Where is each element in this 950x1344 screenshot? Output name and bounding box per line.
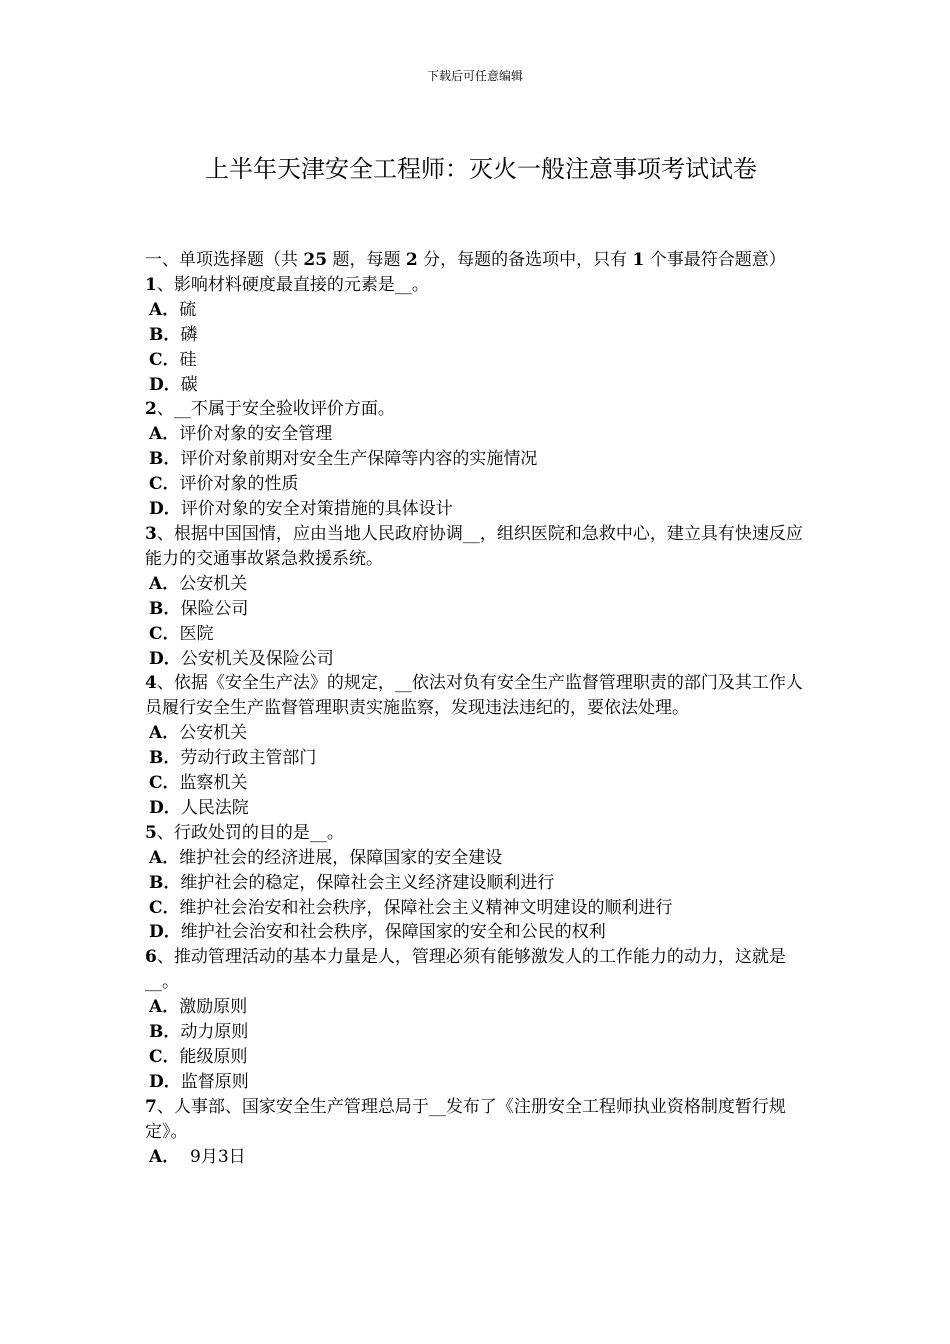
option-text: 9月3日 [179, 1146, 246, 1167]
answer-option [145, 647, 813, 672]
answer-option [145, 995, 813, 1020]
option-text: 保险公司 [180, 598, 249, 619]
answer-option [145, 1145, 813, 1170]
option-text: 动力原则 [180, 1022, 249, 1043]
option-letter: C． [149, 349, 180, 370]
option-text: 维护社会治安和社会秩序，保障国家的安全和公民的权利 [180, 922, 606, 943]
question-text: 、__不属于安全验收评价方面。 [156, 399, 395, 420]
option-text: 劳动行政主管部门 [180, 748, 317, 769]
exam-content [145, 248, 813, 1170]
answer-option [145, 298, 813, 323]
answer-option [145, 472, 813, 497]
option-text: 维护社会的经济进展，保障国家的安全建设 [179, 847, 503, 868]
answer-option [145, 1070, 813, 1095]
option-letter: C． [149, 474, 180, 495]
question-text: 、推动管理活动的基本力量是人，管理必须有能够激发人的工作能力的动力，这就是__。 [145, 947, 786, 993]
option-letter: D． [149, 499, 181, 520]
option-letter: D． [149, 797, 181, 818]
answer-option [145, 920, 813, 945]
option-text: 硅 [179, 349, 197, 370]
answer-count: 1 [632, 250, 645, 270]
question-stem [145, 273, 813, 298]
option-letter: B． [149, 324, 181, 345]
answer-option [145, 846, 813, 871]
question-number: 5 [145, 822, 157, 843]
option-letter: D． [149, 648, 181, 669]
question-text: 、影响材料硬度最直接的元素是__。 [156, 274, 429, 295]
option-letter: D． [149, 1071, 181, 1092]
section-heading [145, 248, 813, 273]
question-number: 7 [145, 1096, 157, 1117]
answer-option [145, 746, 813, 771]
question-list [145, 273, 813, 1170]
question-number: 2 [145, 399, 157, 420]
question-stem [145, 522, 813, 572]
option-letter: B． [149, 598, 181, 619]
question-number: 6 [145, 947, 157, 968]
question-item [145, 522, 813, 671]
option-text: 碳 [180, 374, 198, 395]
option-text: 公安机关 [179, 573, 248, 594]
question-stem [145, 821, 813, 846]
question-number: 4 [145, 673, 157, 694]
option-letter: A． [149, 723, 180, 744]
question-item [145, 821, 813, 946]
option-text: 监督原则 [180, 1071, 249, 1092]
option-letter: A． [149, 1146, 180, 1167]
option-text: 硫 [179, 299, 197, 320]
option-letter: B． [149, 1022, 181, 1043]
section-heading-prefix: 一、单项选择题（共 [145, 250, 304, 270]
answer-option [145, 597, 813, 622]
option-letter: B． [149, 748, 181, 769]
option-text: 维护社会治安和社会秩序，保障社会主义精神文明建设的顺利进行 [179, 897, 673, 918]
question-text: 、人事部、国家安全生产管理总局于__发布了《注册安全工程师执业资格制度暂行规定》。 [145, 1096, 786, 1142]
option-letter: A． [149, 847, 180, 868]
option-letter: A． [149, 997, 180, 1018]
option-letter: A． [149, 573, 180, 594]
answer-option [145, 497, 813, 522]
option-text: 维护社会的稳定，保障社会主义经济建设顺利进行 [180, 872, 555, 893]
answer-option [145, 572, 813, 597]
header-note: 下载后可任意编辑 [426, 69, 523, 83]
answer-option [145, 896, 813, 921]
option-letter: B． [149, 449, 181, 470]
answer-option [145, 447, 813, 472]
answer-option [145, 871, 813, 896]
answer-option [145, 796, 813, 821]
option-text: 评价对象的安全对策措施的具体设计 [180, 499, 453, 520]
option-letter: C． [149, 773, 180, 794]
answer-option [145, 348, 813, 373]
question-text: 、依据《安全生产法》的规定，__依法对负有安全生产监督管理职责的部门及其工作人员履行安全生产监督管理职责实施监察，发现违法违纪的，要依法处理。 [145, 673, 803, 719]
question-item [145, 1095, 813, 1170]
section-heading-middle2: 分，每题的备选项中，只有 [417, 250, 633, 270]
question-number: 1 [145, 274, 157, 295]
question-item [145, 273, 813, 398]
option-text: 医院 [179, 623, 214, 644]
section-heading-suffix: 个事最符合题意） [644, 250, 786, 270]
answer-option [145, 721, 813, 746]
option-text: 能级原则 [179, 1047, 248, 1067]
question-stem [145, 671, 813, 721]
question-stem [145, 397, 813, 422]
question-stem [145, 945, 813, 995]
question-text: 、根据中国国情，应由当地人民政府协调__，组织医院和急救中心，建立具有快速反应能力的交通事故紧急救援系统。 [145, 523, 803, 569]
question-item [145, 671, 813, 820]
option-text: 评价对象的安全管理 [179, 424, 333, 445]
option-letter: C． [149, 1047, 180, 1067]
question-count: 25 [303, 250, 328, 270]
option-text: 评价对象前期对安全生产保障等内容的实施情况 [180, 449, 538, 470]
option-text: 监察机关 [179, 773, 248, 794]
question-number: 3 [145, 523, 157, 544]
question-item [145, 397, 813, 522]
option-text: 公安机关 [179, 723, 248, 744]
answer-option [145, 422, 813, 447]
option-text: 磷 [180, 324, 198, 345]
answer-option [145, 373, 813, 398]
option-letter: A． [149, 299, 180, 320]
points-per-question: 2 [405, 250, 418, 270]
answer-option [145, 771, 813, 796]
document-title: 上半年天津安全工程师：灭火一般注意事项考试试卷 [205, 155, 757, 183]
question-text: 、行政处罚的目的是__。 [156, 822, 344, 843]
option-text: 人民法院 [180, 797, 249, 818]
option-letter: D． [149, 374, 181, 395]
option-letter: C． [149, 897, 180, 918]
question-stem [145, 1095, 813, 1145]
section-heading-middle: 题，每题 [327, 250, 406, 270]
answer-option [145, 1045, 813, 1070]
option-letter: A． [149, 424, 180, 445]
answer-option [145, 622, 813, 647]
question-item [145, 945, 813, 1094]
option-letter: C． [149, 623, 180, 644]
option-text: 公安机关及保险公司 [180, 648, 334, 669]
answer-option [145, 323, 813, 348]
option-letter: B． [149, 872, 181, 893]
option-text: 评价对象的性质 [179, 474, 299, 495]
option-letter: D． [149, 922, 181, 943]
option-text: 激励原则 [179, 997, 248, 1018]
answer-option [145, 1020, 813, 1045]
